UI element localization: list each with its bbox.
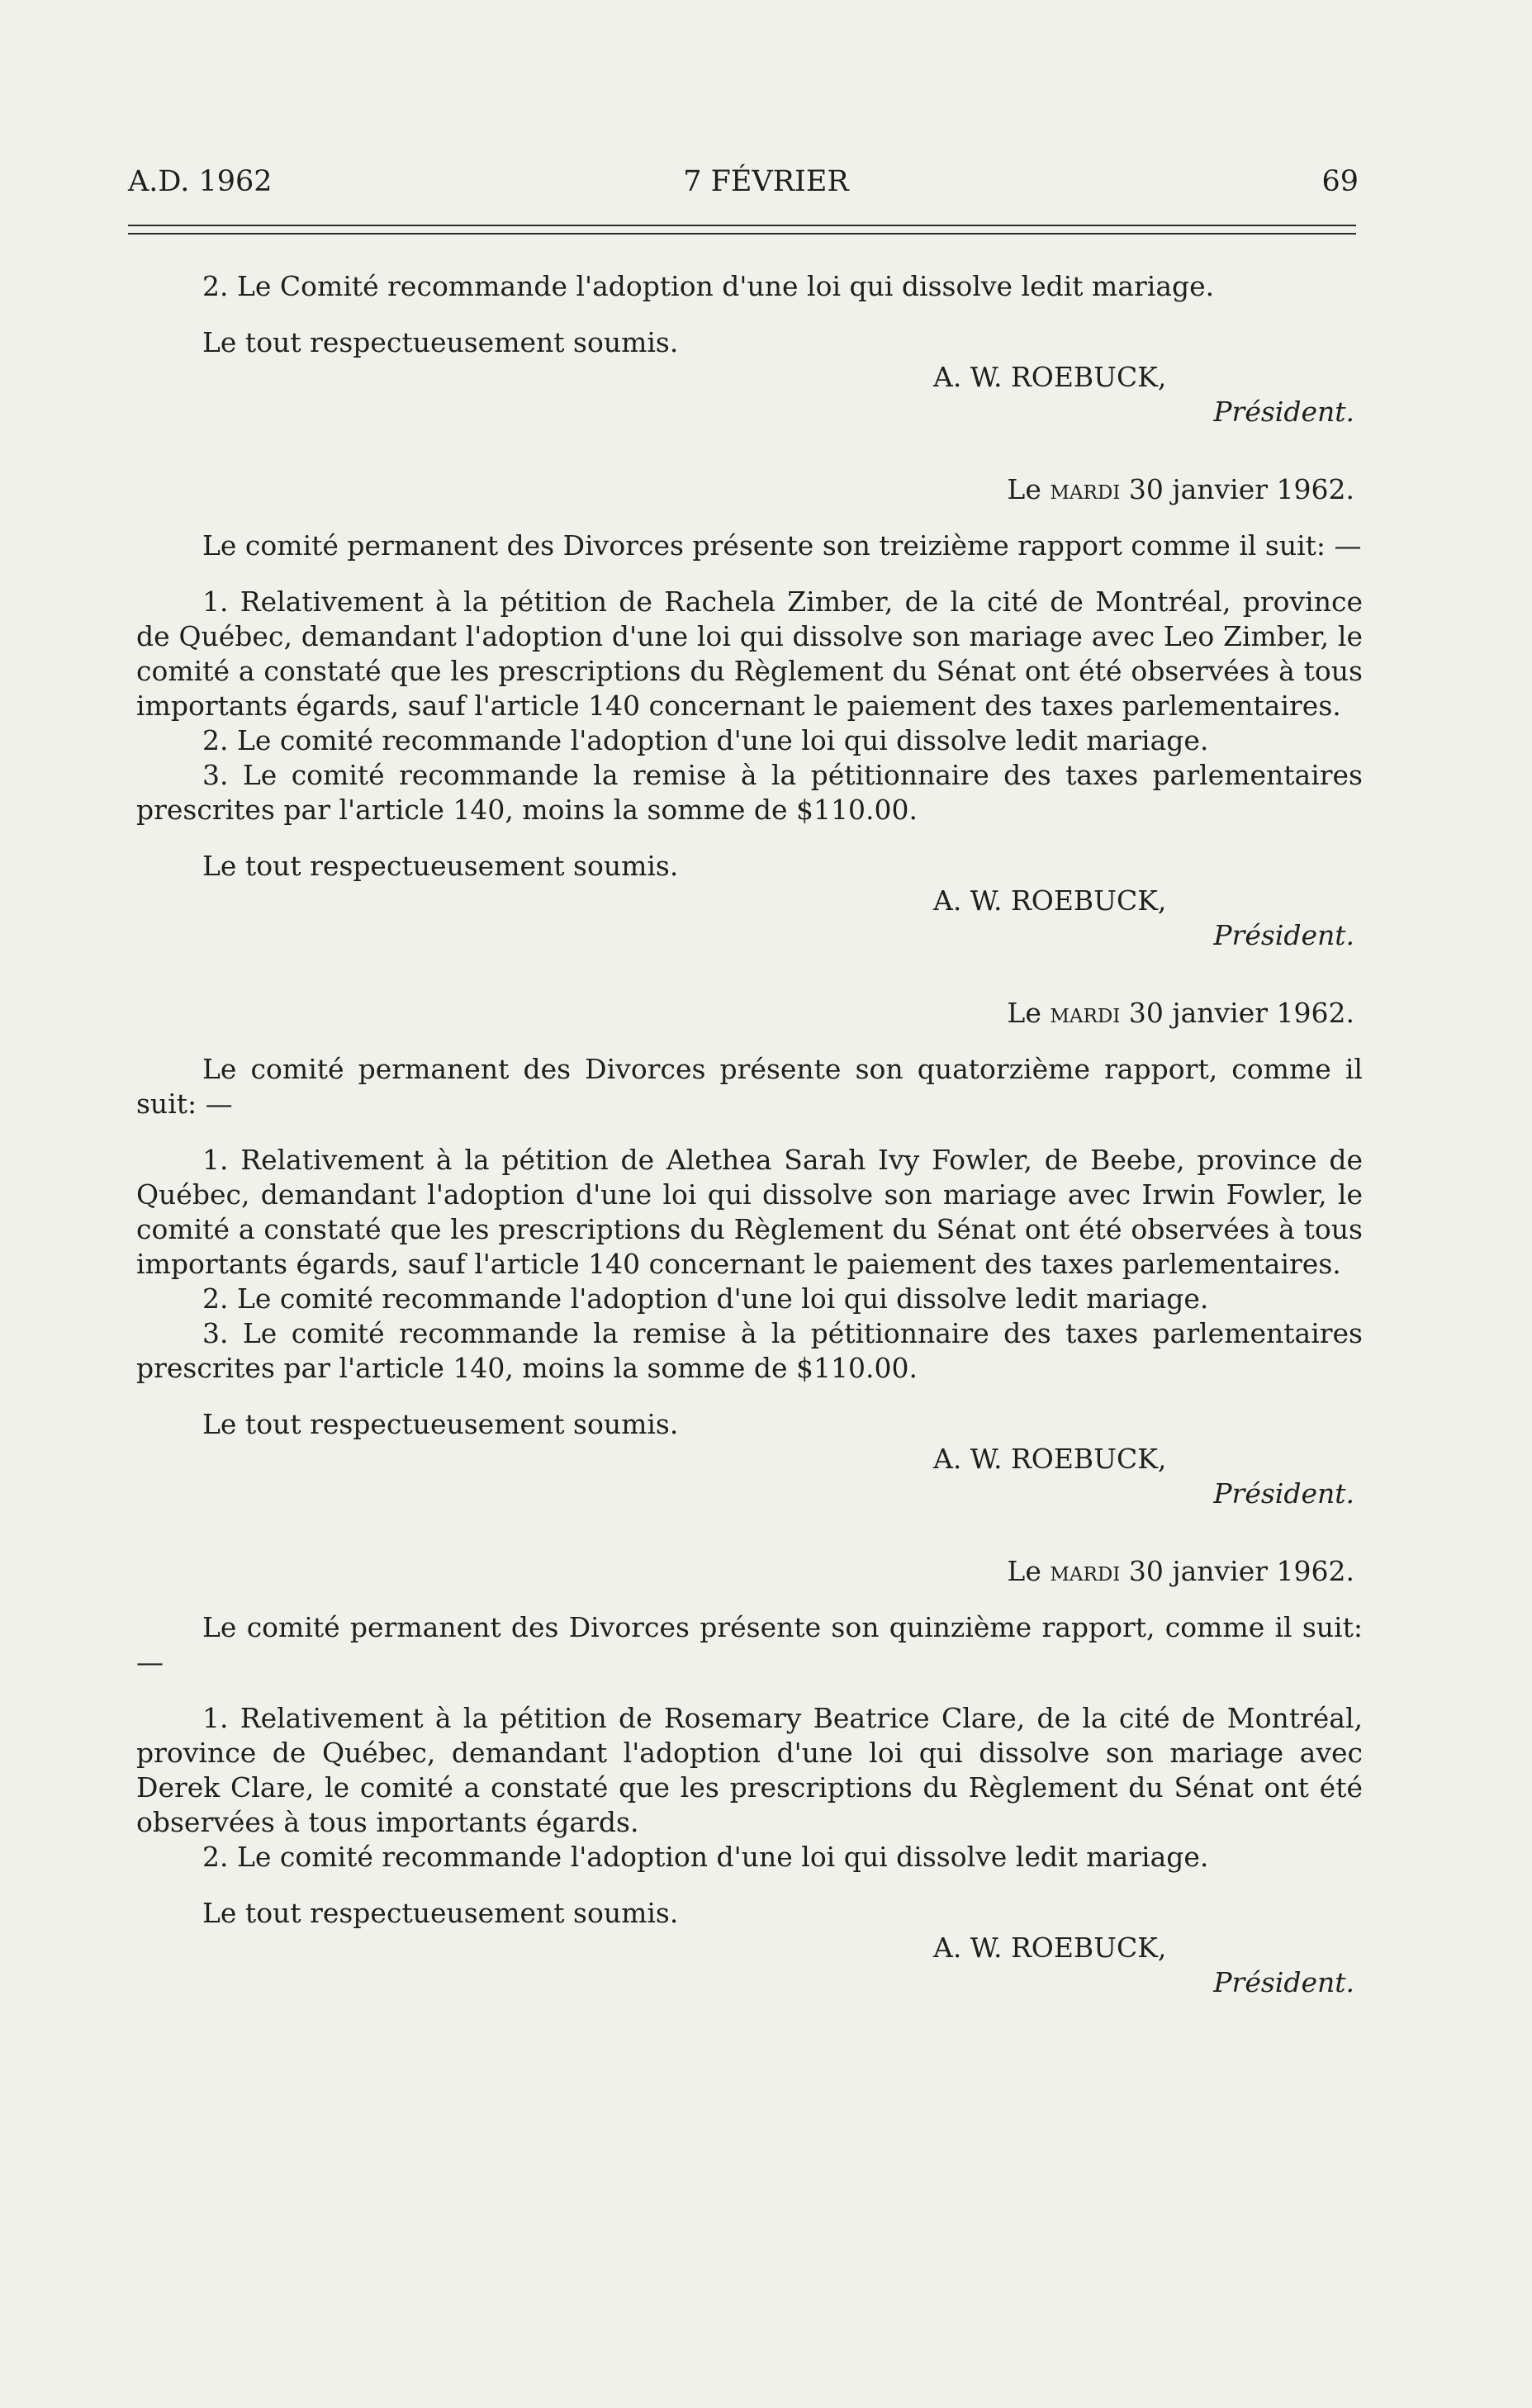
report15-para2: 2. Le comité recommande l'adoption d'une loi qui dissolve ledit mariage. xyxy=(202,1841,1209,1873)
report13-closing: Le tout respectueusement soumis. xyxy=(202,850,679,882)
report14-para3: 3. Le comité recommande la remise à la pétitionnaire des taxes parlementaires prescrites par l'article 140, moins la somme de $110.00. xyxy=(136,1317,1363,1384)
report15-intro: Le comité permanent des Divorces présente son quinzième rapport, comme il suit: — xyxy=(136,1611,1363,1678)
header-rule-bottom xyxy=(128,233,1356,235)
prev-report-signer: A. W. ROEBUCK, xyxy=(933,361,1167,393)
report14-intro: Le comité permanent des Divorces présente son quatorzième rapport, comme il suit: — xyxy=(136,1053,1363,1120)
prev-report-closing: Le tout respectueusement soumis. xyxy=(202,326,679,358)
report14-para2: 2. Le comité recommande l'adoption d'une loi qui dissolve ledit mariage. xyxy=(202,1282,1209,1315)
header-rule-top xyxy=(128,225,1356,226)
report13-date: Le mardi 30 janvier 1962. xyxy=(1007,473,1354,505)
report15-signer: A. W. ROEBUCK, xyxy=(933,1932,1167,1964)
prev-report-recommendation: 2. Le Comité recommande l'adoption d'une loi qui dissolve ledit mariage. xyxy=(202,270,1215,302)
report14-signer: A. W. ROEBUCK, xyxy=(933,1443,1167,1475)
report13-intro: Le comité permanent des Divorces présente son treizième rapport comme il suit: — xyxy=(202,529,1362,562)
report15-date: Le mardi 30 janvier 1962. xyxy=(1007,1555,1354,1587)
report15-signer-title: Président. xyxy=(1213,1966,1354,1998)
header-year: A.D. 1962 xyxy=(128,165,273,198)
report15-closing: Le tout respectueusement soumis. xyxy=(202,1897,679,1929)
page-body xyxy=(136,269,1363,2000)
report13-signer-title: Président. xyxy=(1213,919,1354,951)
report14-date: Le mardi 30 janvier 1962. xyxy=(1007,997,1354,1029)
report13-para3: 3. Le comité recommande la remise à la pétitionnaire des taxes parlementaires prescrites par l'article 140, moins la somme de $110.00. xyxy=(136,759,1363,826)
prev-report-signer-title: Président. xyxy=(1213,396,1354,428)
report13-para1: 1. Relativement à la pétition de Rachela Zimber, de la cité de Montréal, province de Québec, demandant l'adoption d'une loi qui dissolve son mariage avec Leo Zimber, le comité a constaté que les prescriptions du Règlement du Sénat ont été observées à tous importants égards, sauf l'article 140 concernant le paiement des taxes parlementaires. xyxy=(136,585,1363,722)
header-date: 7 FÉVRIER xyxy=(683,165,849,198)
report15-para1: 1. Relativement à la pétition de Rosemary Beatrice Clare, de la cité de Montréal, province de Québec, demandant l'adoption d'une loi qui dissolve son mariage avec Derek Clare, le comité a constaté que les prescriptions du Règlement du Sénat ont été observées à tous importants égards. xyxy=(136,1702,1363,1838)
report13-para2: 2. Le comité recommande l'adoption d'une loi qui dissolve ledit mariage. xyxy=(202,724,1209,756)
report13-signer: A. W. ROEBUCK, xyxy=(933,884,1167,917)
report14-closing: Le tout respectueusement soumis. xyxy=(202,1408,679,1440)
report14-signer-title: Président. xyxy=(1213,1477,1354,1510)
page-number: 69 xyxy=(1321,165,1359,198)
report14-para1: 1. Relativement à la pétition de Alethea Sarah Ivy Fowler, de Beebe, province de Québec, demandant l'adoption d'une loi qui dissolve son mariage avec Irwin Fowler, le comité a constaté que les prescriptions du Règlement du Sénat ont été observées à tous importants égards, sauf l'article 140 concernant le paiement des taxes parlementaires. xyxy=(136,1144,1363,1280)
